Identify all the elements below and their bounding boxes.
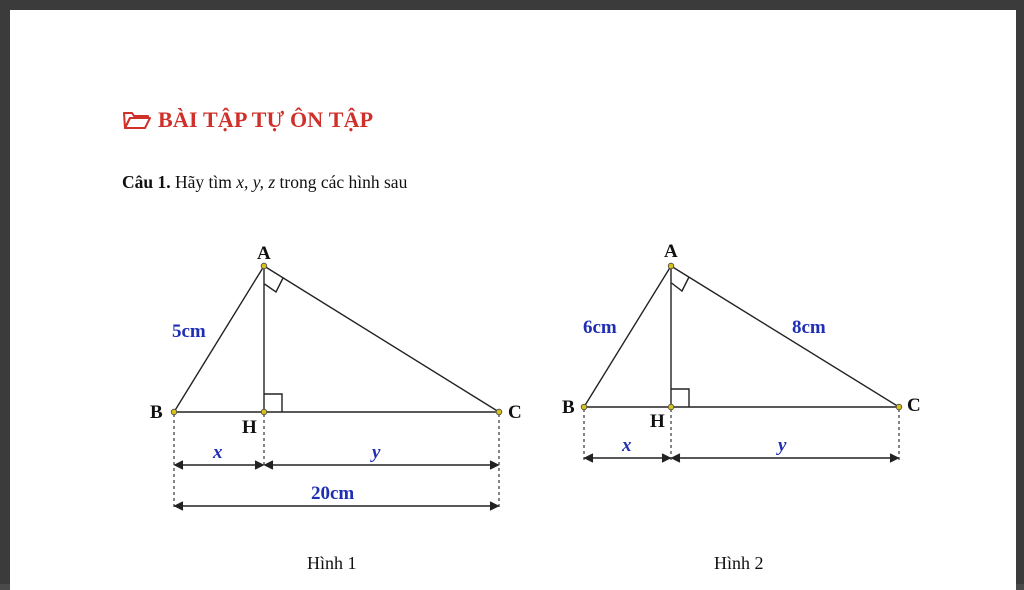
fig1-caption: Hình 1 [307,553,357,573]
question-text: Hãy tìm [175,172,232,192]
fig1-label-x: x [213,442,223,463]
question-suffix: trong các hình sau [279,172,408,192]
fig1-label-bc: 20cm [311,483,355,504]
fig1-point-h [261,409,267,415]
fig1-label-b: B [150,402,163,423]
fig1-label-y: y [372,442,381,463]
fig1-point-b [171,409,177,415]
fig2-point-b [581,404,587,410]
fig2-point-a [668,263,674,269]
fig2-side-ac [671,266,899,407]
fig2-label-a: A [664,241,678,262]
fig1-right-angle-h [264,394,282,412]
fig2-label-ab: 6cm [583,317,617,338]
fig2-point-h [668,404,674,410]
fig2-right-angle-a [672,277,690,291]
fig2-label-c: C [907,395,921,416]
fig2-point-c [896,404,902,410]
question-variables: x, y, z [236,172,276,192]
fig2-caption: Hình 2 [714,553,764,573]
fig1-label-a: A [257,243,271,264]
fig1-label-c: C [508,402,522,423]
fig1-side-ac [264,266,499,412]
fig1-point-a [261,263,267,269]
question-number: Câu 1. [122,172,171,192]
fig2-label-y: y [778,435,787,456]
heading-title: BÀI TẬP TỰ ÔN TẬP [158,107,374,132]
figure-2 [581,263,902,462]
fig1-right-angle-a [265,278,284,292]
fig2-right-angle-h [671,389,689,407]
fig1-label-ab: 5cm [172,321,206,342]
fig2-label-x: x [622,435,632,456]
fig2-label-ac: 8cm [792,317,826,338]
figure-1 [171,263,502,510]
fig1-point-c [496,409,502,415]
fig1-label-h: H [242,417,257,438]
fig2-label-b: B [562,397,575,418]
fig2-label-h: H [650,411,665,432]
